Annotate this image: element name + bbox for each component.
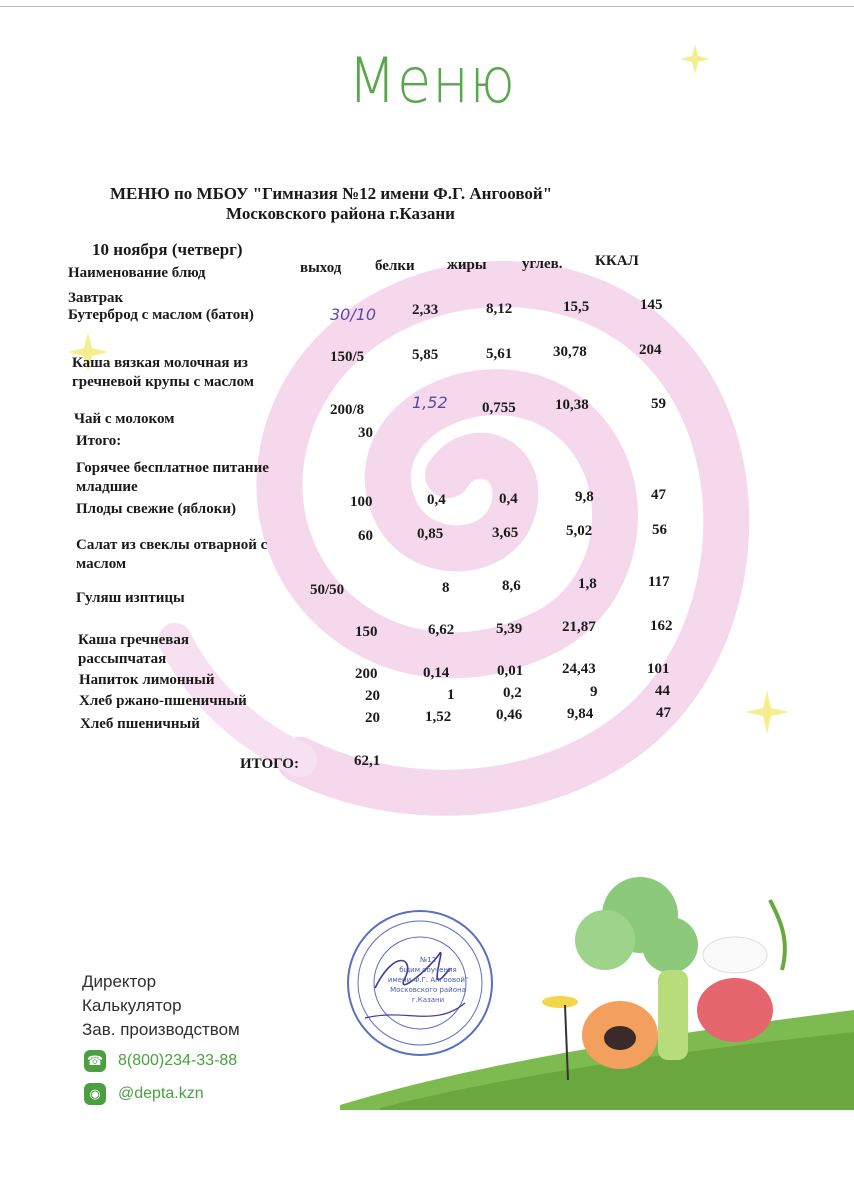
stamp-line: имени Ф.Г. Ангоовой"	[387, 976, 469, 984]
footer-role: Калькулятор	[82, 996, 182, 1015]
dish-name: Напиток лимонный	[79, 672, 215, 688]
dish-fat: 8,6	[502, 578, 521, 594]
handwritten-protein: 1,52	[412, 393, 448, 412]
dish-name: Хлеб ржано-пшеничный	[79, 693, 247, 709]
dish-name: Плоды свежие (яблоки)	[76, 501, 236, 517]
menu-logo: Меню	[348, 44, 516, 117]
dish-kcal: 145	[640, 297, 663, 313]
dish-fat: 3,65	[492, 525, 519, 541]
col-protein: белки	[375, 258, 415, 274]
top-edge	[0, 0, 854, 7]
col-kcal: ККАЛ	[595, 253, 639, 269]
dish-kcal: 162	[650, 618, 673, 634]
handwritten-output: 30/10	[330, 305, 377, 324]
col-carbs: углев.	[522, 256, 563, 272]
dish-carbs: 24,43	[562, 661, 596, 677]
dish-output: 50/50	[310, 582, 345, 598]
dish-carbs: 15,5	[563, 299, 590, 315]
dish-carbs: 10,38	[555, 397, 589, 413]
dish-output: 200	[355, 666, 378, 682]
dish-name: Чай с молоком	[74, 411, 175, 427]
dish-protein: 0,14	[423, 665, 450, 681]
instagram-contact[interactable]	[84, 1083, 204, 1105]
phone-contact[interactable]	[84, 1050, 237, 1072]
dish-kcal: 101	[647, 661, 670, 677]
breakfast-title: Завтрак	[68, 290, 124, 306]
district-title: Московского района г.Казани	[226, 204, 455, 223]
dish-carbs: 9,8	[575, 489, 594, 505]
menu-date: 10 ноября (четверг)	[92, 240, 243, 259]
dish-fat: 0,755	[482, 400, 516, 416]
dish-kcal: 47	[651, 487, 666, 503]
col-name: Наименование блюд	[68, 265, 206, 281]
dish-output: 20	[365, 688, 380, 704]
dish-protein: 1,52	[425, 709, 452, 725]
dish-kcal: 204	[639, 342, 662, 358]
footer-role: Зав. производством	[82, 1020, 240, 1039]
dish-protein: 2,33	[412, 302, 439, 318]
vegetable-illustration	[340, 860, 854, 1110]
star-icon	[745, 690, 789, 734]
breakfast-total-value: 30	[358, 425, 373, 441]
dish-kcal: 117	[648, 574, 670, 590]
star-icon	[680, 44, 710, 74]
breakfast-total-label: Итого:	[76, 433, 122, 449]
dish-name: Гуляш изптицы	[76, 590, 185, 606]
col-fat: жиры	[447, 257, 487, 273]
dish-carbs: 5,02	[566, 523, 593, 539]
dish-output: 20	[365, 710, 380, 726]
footer-role: Директор	[82, 972, 157, 991]
school-title: МЕНЮ по МБОУ "Гимназия №12 имени Ф.Г. Ангоовой"	[110, 184, 553, 203]
dish-name: Бутерброд с маслом (батон)	[68, 307, 254, 323]
dish-fat: 0,2	[503, 685, 522, 701]
dish-name: Салат из свеклы отварной с маслом	[76, 537, 268, 572]
phone-icon: ☎	[84, 1050, 106, 1072]
dish-output: 100	[350, 494, 373, 510]
dish-kcal: 47	[656, 705, 671, 721]
dish-output: 60	[358, 528, 373, 544]
dish-fat: 5,61	[486, 346, 513, 362]
instagram-icon: ◉	[84, 1083, 106, 1105]
dish-fat: 0,4	[499, 491, 518, 507]
dish-protein: 1	[447, 687, 455, 703]
grand-total-label: ИТОГО:	[240, 756, 299, 772]
dish-carbs: 1,8	[578, 576, 597, 592]
dish-carbs: 9	[590, 684, 598, 700]
dish-carbs: 9,84	[567, 706, 594, 722]
grand-total-value: 62,1	[354, 753, 381, 769]
dish-protein: 5,85	[412, 347, 439, 363]
stamp-line: г.Казани	[411, 996, 445, 1004]
dish-output: 150	[355, 624, 378, 640]
dish-name: Хлеб пшеничный	[80, 716, 200, 732]
stamp-line: Московского района	[390, 986, 466, 994]
dish-output: 200/8	[330, 402, 365, 418]
dish-kcal: 59	[651, 396, 666, 412]
dish-kcal: 56	[652, 522, 667, 538]
dish-protein: 0,4	[427, 492, 446, 508]
stamp-line: №12	[419, 956, 437, 964]
dish-name: Каша вязкая молочная из гречневой крупы с маслом	[72, 355, 255, 390]
dish-protein: 0,85	[417, 526, 444, 542]
stamp-line: бщим обучения	[399, 966, 457, 974]
dish-carbs: 30,78	[553, 344, 587, 360]
dish-fat: 8,12	[486, 301, 513, 317]
dish-protein: 6,62	[428, 622, 455, 638]
dish-protein: 8	[442, 580, 450, 596]
instagram-handle: @depta.kzn	[118, 1085, 204, 1103]
dish-fat: 5,39	[496, 621, 523, 637]
phone-number: 8(800)234-33-88	[118, 1052, 238, 1070]
dish-kcal: 44	[655, 683, 670, 699]
col-output: выход	[300, 260, 342, 276]
dish-fat: 0,01	[497, 663, 524, 679]
dish-carbs: 21,87	[562, 619, 596, 635]
dish-fat: 0,46	[496, 707, 523, 723]
lunch-title: Горячее бесплатное питание младшие	[76, 460, 269, 495]
dish-output: 150/5	[330, 349, 365, 365]
dish-name: Каша гречневая рассыпчатая	[78, 632, 190, 667]
